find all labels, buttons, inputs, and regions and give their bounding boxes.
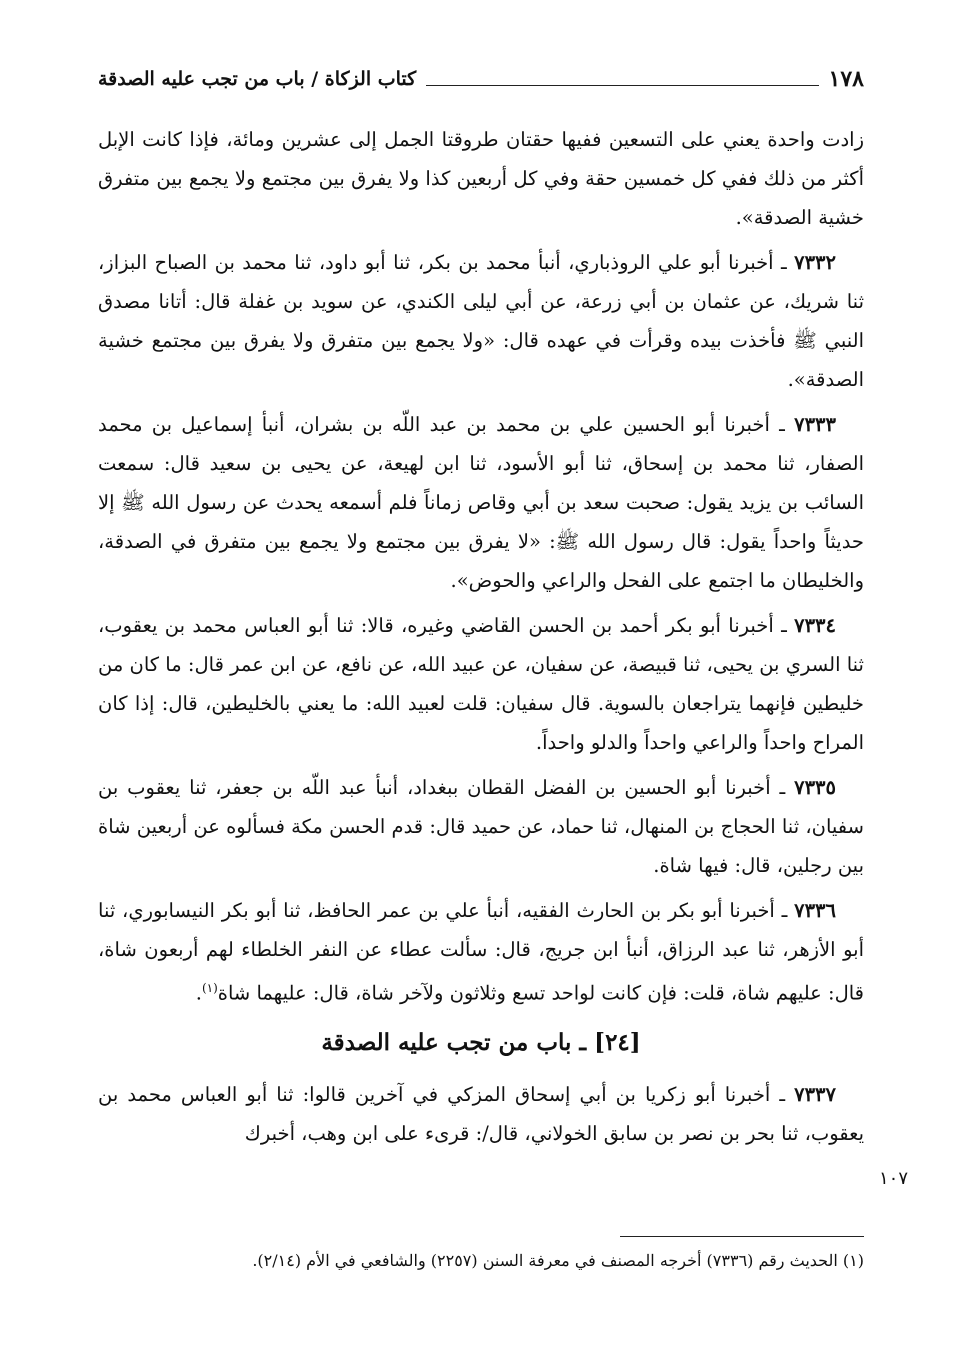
hadith-number: ٧٣٣٣ — [794, 413, 836, 436]
hadith-number: ٧٣٣٥ — [794, 776, 836, 799]
hadith-7332 — [98, 243, 864, 399]
hadith-text: ـ أخبرنا أبو بكر أحمد بن الحسن القاضي وغيره، قالا: ثنا أبو العباس محمد بن يعقوب، ثنا السري بن يحيى، ثنا قبيصة، عن سفيان، عن عبيد الله، عن نافع، عن ابن عمر قال: ما كان من خليطين فإنهما يتراجعان بالسوية. قال سفيان: قلت لعبيد الله: ما يعني بالخليطين، قال: إذا كان المراح واحداً والراعي واحداً والدلو واحداً. — [98, 614, 864, 754]
header-rule — [426, 85, 818, 86]
page-header — [98, 62, 864, 96]
hadith-number: ٧٣٣٢ — [794, 251, 836, 274]
hadith-7334 — [98, 606, 864, 762]
paragraph-continuation — [98, 120, 864, 237]
footnote-ref: (١) — [201, 981, 218, 995]
footnote-rule — [620, 1236, 864, 1237]
hadith-number: ٧٣٣٧ — [794, 1082, 836, 1106]
footnote: (١) الحديث رقم (٧٣٣٦) أخرجه المصنف في معرفة السنن (٢٢٥٧) والشافعي في الأم (٢/١٤). — [252, 1251, 864, 1270]
hadith-number: ٧٣٣٦ — [794, 899, 836, 922]
hadith-7333 — [98, 405, 864, 600]
hadith-text: ـ أخبرنا أبو الحسين علي بن محمد بن عبد اللّه بن بشران، أنبأ إسماعيل بن محمد الصفار، ثنا محمد بن إسحاق، ثنا أبو الأسود، ثنا ابن لهيعة، عن يحيى بن سعيد قال: سمعت السائب بن يزيد يقول: صحبت سعد بن أبي وقاص زماناً فلم أسمعه يحدث عن رسول الله ﷺ إلا حديثاً واحداً يقول: قال رسول الله ﷺ: «لا يفرق بين مجتمع ولا يجمع بين متفرق في الصدقة، والخليطان ما اجتمع على الفحل والراعي والحوض». — [98, 413, 864, 592]
hadith-number: ٧٣٣٤ — [794, 614, 836, 637]
main-text — [98, 120, 864, 1159]
paragraph-text: زادت واحدة يعني على التسعين ففيها حقتان طروقتا الجمل إلى عشرين ومائة، فإذا كانت الإبل أكثر من ذلك ففي كل خمسين حقة وفي كل أربعين كذا ولا يفرق بين مجتمع ولا يجمع بين متفرق خشية الصدقة». — [98, 128, 864, 229]
hadith-7336 — [98, 891, 864, 1013]
paragraph-end: . — [195, 981, 202, 1005]
page-number: ١٧٨ — [828, 66, 864, 92]
hadith-text: ـ أخبرنا أبو علي الروذباري، أنبأ محمد بن بكر، ثنا أبو داود، ثنا محمد بن الصباح البزاز، ثنا شريك، عن عثمان بن أبي زرعة، عن أبي ليلى الكندي، عن سويد بن غفلة قال: أتانا مصدق النبي ﷺ فأخذت بيده وقرأت في عهده قال: «ولا يجمع بين متفرق ولا يفرق بين مجتمع خشية الصدقة». — [98, 251, 864, 391]
hadith-text: ـ أخبرنا أبو الحسين بن الفضل القطان ببغداد، أنبأ عبد اللّه بن جعفر، ثنا يعقوب بن سفيان، ثنا الحجاج بن المنهال، ثنا حماد، عن حميد قال: قدم الحسن مكة فسألوه عن أربعين شاة بين رجلين، قال: فيها شاة. — [98, 776, 864, 877]
hadith-text: ـ أخبرنا أبو بكر بن الحارث الفقيه، أنبأ علي بن عمر الحافظ، ثنا أبو بكر النيسابوري، ثنا أبو الأزهر، ثنا عبد الرزاق، أنبأ ابن جريج، قال: سألت عطاء عن النفر الخلطاء لهم أربعون شاة، قال: عليهم شاة، قلت: فإن كانت لواحد تسع وثلاثون ولآخر شاة، قال: عليهما شاة — [98, 899, 864, 1005]
manuscript-folio-number: ١٠٧ — [878, 1168, 908, 1189]
hadith-7335 — [98, 768, 864, 885]
hadith-7337 — [98, 1075, 864, 1153]
hadith-text: ـ أخبرنا أبو زكريا بن أبي إسحاق المزكي في آخرين قالوا: ثنا أبو العباس محمد بن يعقوب، ثنا بحر بن نصر بن سابق الخولاني، قال/: قرىء على ابن وهب، أخبرك — [98, 1082, 864, 1145]
chapter-title: [٢٤] ـ باب من تجب عليه الصدقة — [321, 1028, 641, 1056]
running-title: كتاب الزكاة / باب من تجب عليه الصدقة — [98, 68, 417, 90]
